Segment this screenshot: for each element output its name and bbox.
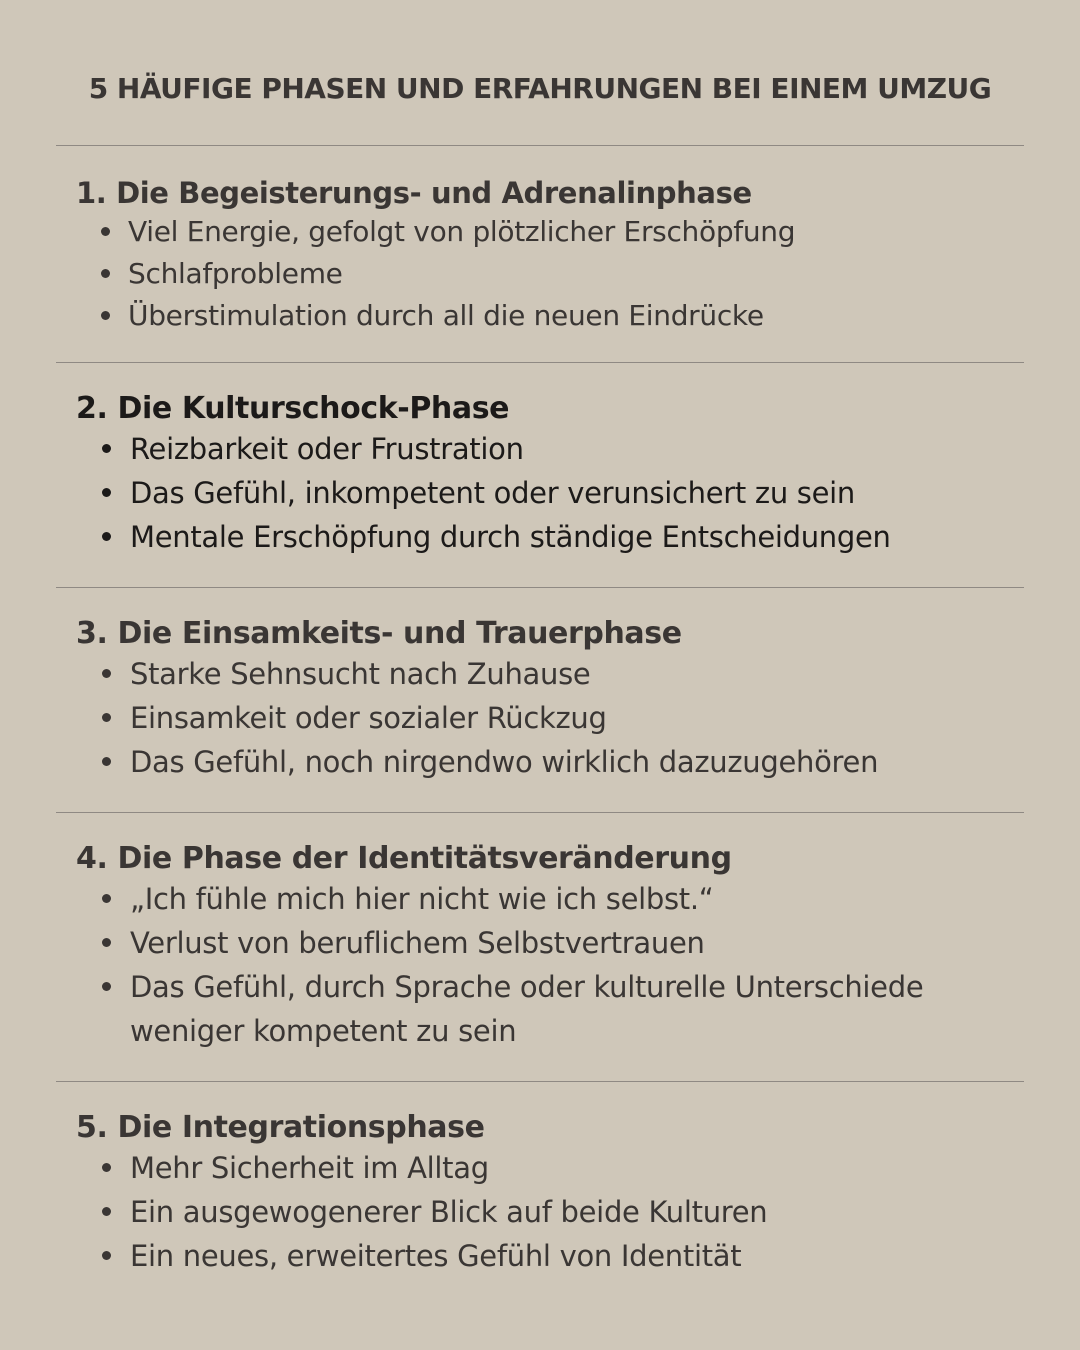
divider — [56, 362, 1024, 363]
phase-heading: 1. Die Begeisterungs- und Adrenalinphase — [76, 176, 752, 210]
phase-section-2 — [76, 391, 1036, 559]
phase-heading: 3. Die Einsamkeits- und Trauerphase — [76, 616, 682, 651]
divider — [56, 145, 1024, 146]
list-item-text: Mehr Sicherheit im Alltag — [130, 1151, 489, 1185]
list-item — [76, 515, 1036, 559]
list-item-text: Das Gefühl, noch nirgendwo wirklich dazuzugehören — [130, 745, 879, 779]
bullet-list — [76, 211, 1036, 337]
list-item-text: Verlust von beruflichem Selbstvertrauen — [130, 926, 705, 960]
bullet-dot-icon — [102, 982, 111, 991]
list-item-text: Mentale Erschöpfung durch ständige Entscheidungen — [130, 520, 891, 554]
bullet-dot-icon — [101, 269, 110, 278]
bullet-list — [76, 652, 1036, 784]
list-item-text: Viel Energie, gefolgt von plötzlicher Erschöpfung — [128, 215, 796, 248]
bullet-dot-icon — [102, 894, 111, 903]
bullet-dot-icon — [101, 227, 110, 236]
list-item-text: Überstimulation durch all die neuen Eindrücke — [128, 299, 764, 332]
bullet-list — [76, 1146, 1036, 1278]
phase-heading: 4. Die Phase der Identitätsveränderung — [76, 841, 732, 876]
phase-section-3 — [76, 616, 1036, 784]
bullet-dot-icon — [102, 444, 111, 453]
list-item-text: Starke Sehnsucht nach Zuhause — [130, 657, 591, 691]
list-item-text: Das Gefühl, inkompetent oder verunsichert zu sein — [130, 476, 855, 510]
phase-heading: 2. Die Kulturschock-Phase — [76, 391, 510, 426]
bullet-list — [76, 427, 1036, 559]
bullet-dot-icon — [102, 669, 111, 678]
page-title: 5 HÄUFIGE PHASEN UND ERFAHRUNGEN BEI EINEM UMZUG — [88, 72, 992, 105]
phase-section-5 — [76, 1110, 1036, 1278]
bullet-dot-icon — [102, 1251, 111, 1260]
bullet-dot-icon — [102, 1163, 111, 1172]
bullet-dot-icon — [102, 488, 111, 497]
list-item-text: Einsamkeit oder sozialer Rückzug — [130, 701, 607, 735]
list-item — [76, 965, 1036, 1053]
bullet-list — [76, 877, 1036, 1053]
list-item — [76, 1234, 1036, 1278]
list-item-text: Ein neues, erweitertes Gefühl von Identität — [130, 1239, 742, 1273]
phase-section-1 — [76, 175, 1036, 337]
divider — [56, 812, 1024, 813]
list-item — [76, 740, 1036, 784]
list-item — [76, 471, 1036, 515]
bullet-dot-icon — [102, 532, 111, 541]
list-item-text: Schlafprobleme — [128, 257, 343, 290]
divider — [56, 587, 1024, 588]
list-item — [76, 211, 1036, 253]
list-item — [76, 1146, 1036, 1190]
list-item — [76, 427, 1036, 471]
list-item-text: Ein ausgewogenerer Blick auf beide Kulturen — [130, 1195, 768, 1229]
list-item — [76, 1190, 1036, 1234]
list-item — [76, 921, 1036, 965]
list-item — [76, 652, 1036, 696]
phase-heading: 5. Die Integrationsphase — [76, 1110, 485, 1145]
bullet-dot-icon — [102, 1207, 111, 1216]
list-item — [76, 696, 1036, 740]
list-item — [76, 295, 1036, 337]
list-item-text: „Ich fühle mich hier nicht wie ich selbst.“ — [130, 882, 714, 916]
list-item — [76, 253, 1036, 295]
divider — [56, 1081, 1024, 1082]
bullet-dot-icon — [102, 757, 111, 766]
list-item — [76, 877, 1036, 921]
bullet-dot-icon — [102, 713, 111, 722]
bullet-dot-icon — [102, 938, 111, 947]
list-item-text: Das Gefühl, durch Sprache oder kulturelle Unterschiede weniger kompetent zu sein — [130, 970, 924, 1048]
bullet-dot-icon — [101, 311, 110, 320]
list-item-text: Reizbarkeit oder Frustration — [130, 432, 524, 466]
phase-section-4 — [76, 841, 1036, 1053]
